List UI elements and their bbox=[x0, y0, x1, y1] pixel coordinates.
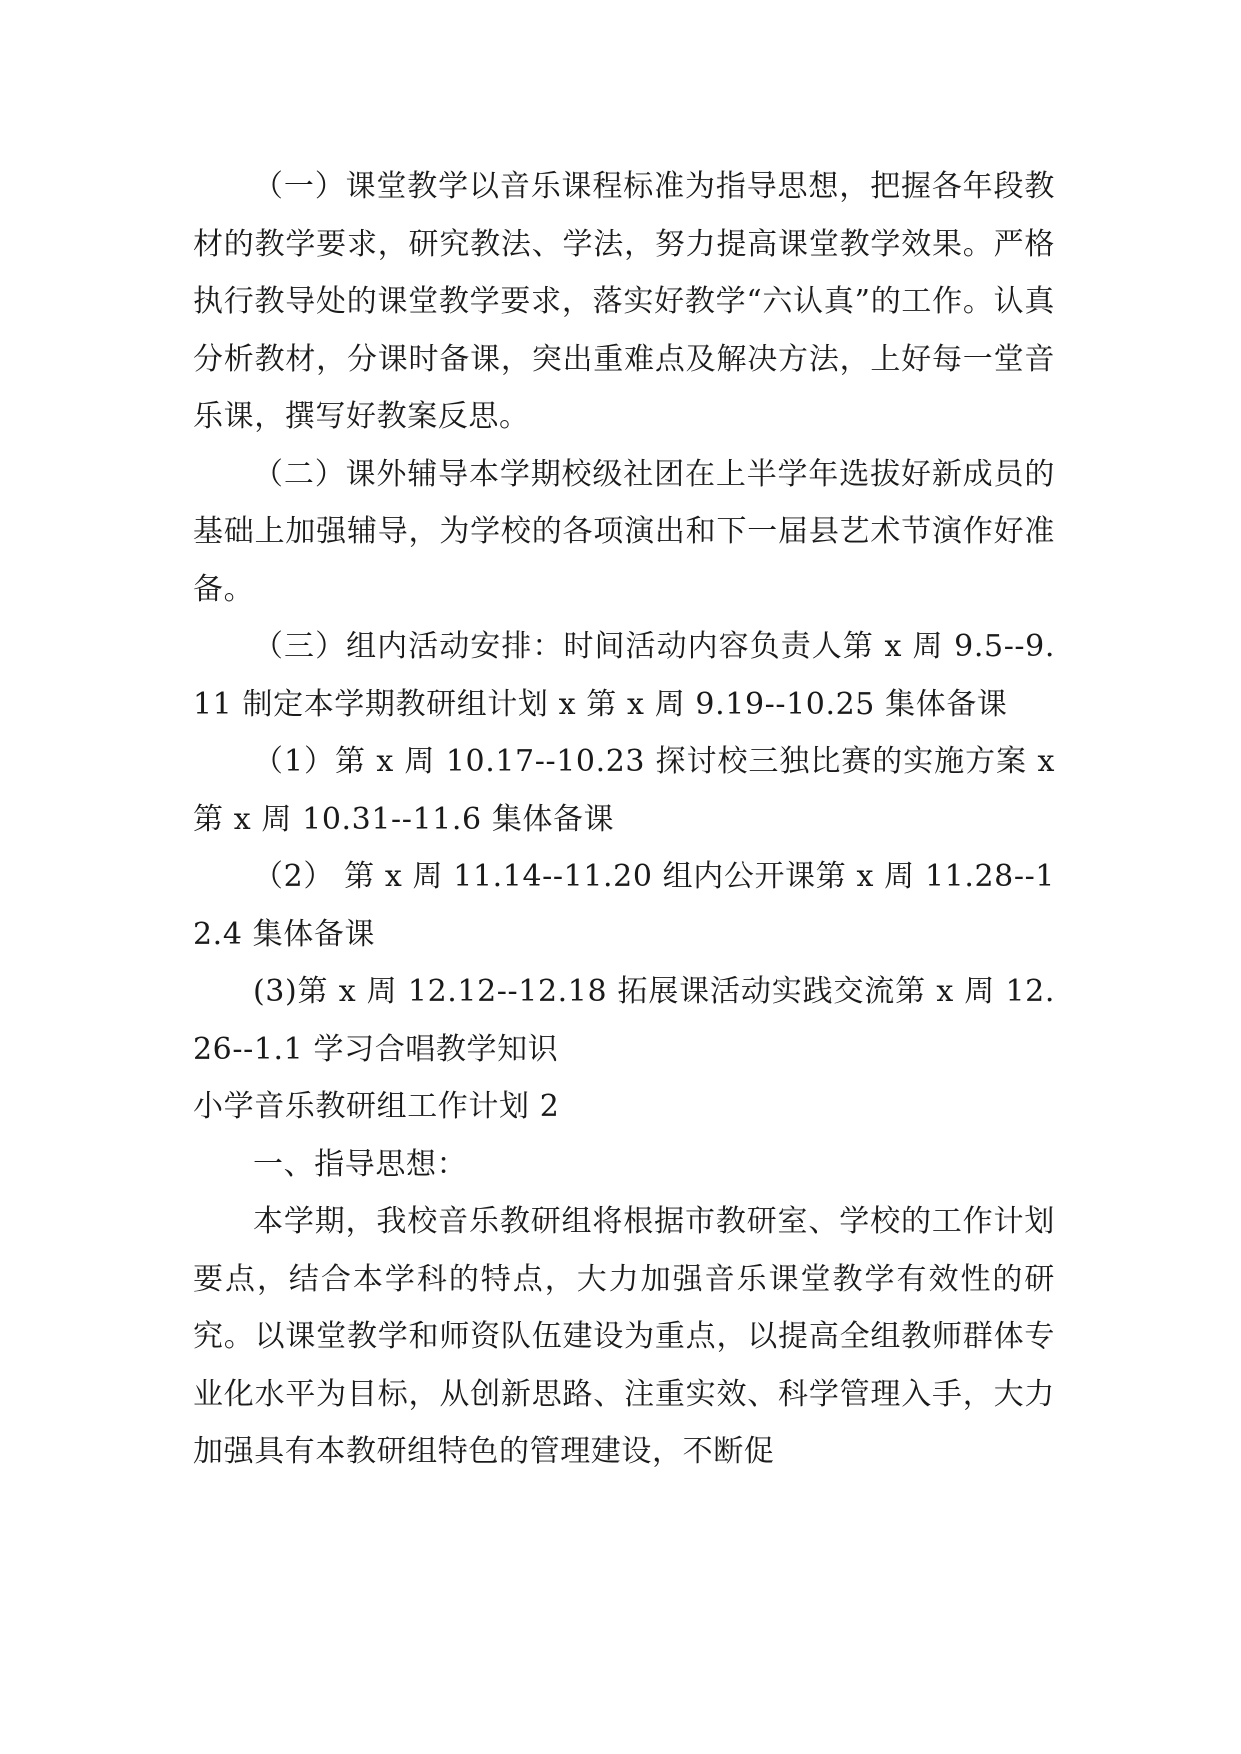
paragraph-classroom-teaching: （一）课堂教学以音乐课程标准为指导思想，把握各年段教材的教学要求，研究教法、学法，努力提高课堂教学效果。严格执行教导处的课堂教学要求，落实好教学“六认真”的工作。认真分析教材，分课时备课，突出重难点及解决方法，上好每一堂音乐课，撰写好教案反思。 bbox=[193, 169, 1055, 434]
paragraph-activity-1: （1）第 x 周 10.17--10.23 探讨校三独比赛的实施方案 x 第 x 周 10.31--11.6 集体备课 bbox=[193, 744, 1055, 837]
paragraph-extracurricular: （二）课外辅导本学期校级社团在上半学年选拔好新成员的基础上加强辅导，为学校的各项演出和下一届县艺术节演作好准备。 bbox=[193, 456, 1055, 607]
paragraph-guiding-body: 本学期，我校音乐教研组将根据市教研室、学校的工作计划要点，结合本学科的特点，大力加强音乐课堂教学有效性的研究。以课堂教学和师资队伍建设为重点，以提高全组教师群体专业化水平为目标，从创新思路、注重实效、科学管理入手，大力加强具有本教研组特色的管理建设，不断促 bbox=[193, 1204, 1055, 1469]
paragraph-activity-2: （2） 第 x 周 11.14--11.20 组内公开课第 x 周 11.28--12.4 集体备课 bbox=[193, 859, 1055, 952]
section-title: 小学音乐教研组工作计划 2 bbox=[193, 1089, 560, 1124]
paragraph-group-activities: （三）组内活动安排：时间活动内容负责人第 x 周 9.5--9.11 制定本学期教研组计划 x 第 x 周 9.19--10.25 集体备课 bbox=[193, 629, 1055, 722]
subheading-guiding-ideology: 一、指导思想： bbox=[253, 1146, 468, 1182]
paragraph-activity-3: (3)第 x 周 12.12--12.18 拓展课活动实践交流第 x 周 12.26--1.1 学习合唱教学知识 bbox=[193, 974, 1055, 1067]
document-body bbox=[193, 158, 1055, 1481]
